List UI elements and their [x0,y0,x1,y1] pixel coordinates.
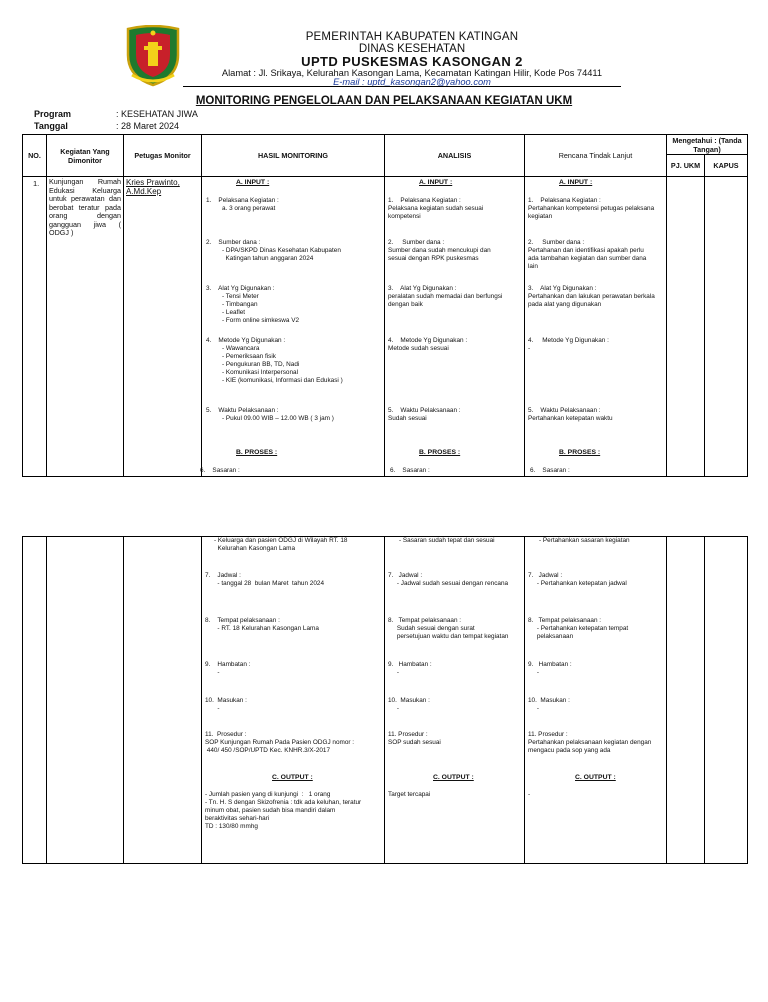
header-no: NO. [23,135,47,177]
rencana-item-9: 9. Hambatan : - [528,661,572,676]
rencana-item-2: 2. Sumber dana : Pertahanan dan identifikasi apakah perlu ada tambahan kegiatan dan sumber dana lain [528,239,647,270]
rencana-item-4: 4. Metode Yg Digunakan : - [528,337,609,352]
petugas-name [124,177,201,197]
rencana-item-1: 1. Pelaksana Kegiatan : Pertahankan kompetensi petugas pelaksana kegiatan [528,197,655,220]
hasil-item-11: 11. Prosedur : SOP Kunjungan Rumah Pada Pasien ODGJ nomor : 440/ 450 /SOP/UPTD Kec. KNHR.3/X-2017 [205,731,355,754]
tanggal-row [34,121,179,131]
rencana-input-heading: A. INPUT : [559,179,593,186]
analisis-output-text: Target tercapai [388,791,431,798]
analisis-output-heading: C. OUTPUT : [433,774,474,781]
analisis-item-6: 6. Sasaran : [390,467,430,474]
header-petugas: Petugas Monitor [124,135,202,177]
hasil-item-10: 10. Masukan : - [205,697,247,712]
hasil-item-5: 5. Waktu Pelaksanaan : - Pukul 09.00 WIB – 12.00 WB ( 3 jam ) [206,407,334,422]
letterhead-address: Alamat : Jl. Srikaya, Kelurahan Kasongan Lama, Kecamatan Katingan Hilir, Kode Pos 74411 [221,68,603,78]
analisis-item-6-detail: - Sasaran sudah tepat dan sesuai [399,537,495,544]
email-label: E-mail : [333,77,365,87]
analisis-item-4: 4. Metode Yg Digunakan : Metode sudah sesuai [388,337,468,352]
program-label: Program [34,109,72,119]
monitoring-table-page1 [22,134,748,477]
hasil-item-4: 4. Metode Yg Digunakan : - Wawancara - Pemeriksaan fisik - Pengukuran BB, TD, Nadi - Komunikasi Interpersonal - KIE (komunikasi, Informasi dan Edukasi ) [206,337,343,384]
header-kegiatan: Kegiatan Yang Dimonitor [47,135,124,177]
letterhead-line2: DINAS KESEHATAN [358,43,466,55]
header-rencana: Rencana Tindak Lanjut [525,135,667,177]
rencana-output-text: - [528,791,531,798]
kegiatan-text: Kunjungan Rumah Edukasi Keluarga untuk perawatan dan berobat teratur pada orang dengan gangguan jiwa ( ODGJ ) [49,177,121,237]
rencana-item-11: 11. Prosedur : Pertahankan pelaksanaan kegiatan dengan mengacu pada sop yang ada [528,731,652,754]
hasil-item-1: 1. Pelaksana Kegiatan : a. 3 orang perawat [206,197,279,212]
monitoring-table-page2 [22,536,748,864]
pj-signature-cell-1 [667,177,705,477]
petugas-cell-2 [124,537,202,864]
analisis-item-5: 5. Waktu Pelaksanaan : Sudah sesuai [388,407,461,422]
tanggal-value: : 28 Maret 2024 [116,121,180,131]
program-row [34,109,198,119]
analisis-item-11: 11. Prosedur : SOP sudah sesuai [388,731,441,746]
petugas-line1: Kries Prawinto, [126,178,180,187]
petugas-line2: A.Md.Kep [126,187,162,196]
letterhead-line3: UPTD PUSKESMAS KASONGAN 2 [301,54,523,69]
header-kapus: KAPUS [705,155,748,177]
hasil-item-9: 9. Hambatan : - [205,661,251,676]
hasil-proses-heading: B. PROSES : [236,449,278,456]
rencana-item-5: 5. Waktu Pelaksanaan : Pertahankan ketepatan waktu [528,407,613,422]
hasil-item-6: 6. Sasaran : [200,467,240,474]
rencana-item-3: 3. Alat Yg Digunakan : Pertahankan dan lakukan perawatan berkala pada alat yang digunakan [528,285,655,308]
analisis-proses-heading: B. PROSES : [419,449,461,456]
letterhead-line1: PEMERINTAH KABUPATEN KATINGAN [305,31,519,43]
no-cell-2 [23,537,47,864]
hasil-item-7: 7. Jadwal : - tanggal 28 bulan Maret tahun 2024 [205,572,325,587]
hasil-item-8: 8. Tempat pelaksanaan : - RT. 18 Kelurahan Kasongan Lama [205,617,319,632]
rencana-item-10: 10. Masukan : - [528,697,570,712]
analisis-item-3: 3. Alat Yg Digunakan : peralatan sudah memadai dan berfungsi dengan baik [388,285,503,308]
analisis-item-8: 8. Tempat pelaksanaan : Sudah sesuai dengan surat persetujuan waktu dan tempat kegiatan [388,617,509,640]
rencana-item-6-detail: - Pertahankan sasaran kegiatan [539,537,630,544]
rencana-item-7: 7. Jadwal : - Pertahankan ketepatan jadwal [528,572,627,587]
analisis-item-9: 9. Hambatan : - [388,661,432,676]
tanggal-label: Tanggal [34,121,68,131]
analisis-input-heading: A. INPUT : [419,179,453,186]
header-pj: PJ. UKM [667,155,705,177]
analisis-item-2: 2. Sumber dana : Sumber dana sudah mencukupi dan sesuai dengan RPK puskesmas [388,239,491,262]
program-value: : KESEHATAN JIWA [116,109,198,119]
hasil-output-text: - Jumlah pasien yang di kunjungi : 1 orang - Tn. H. S dengan Skizofrenia : tdk ada keluhan, teratur minum obat, pasien sudah bisa mandiri dalam beraktivitas sehari-hari TD : 130/80 mmhg [205,791,362,830]
hasil-item-6-detail: - Keluarga dan pasien ODGJ di Wilayah RT. 18 Kelurahan Kasongan Lama [214,537,348,552]
rencana-item-8: 8. Tempat pelaksanaan : - Pertahankan ketepatan tempat pelaksanaan [528,617,629,640]
analisis-item-1: 1. Pelaksana Kegiatan : Pelaksana kegiatan sudah sesuai kompetensi [388,197,484,220]
document-title: MONITORING PENGELOLAAN DAN PELAKSANAAN KEGIATAN UKM [195,95,573,107]
rencana-cell-1 [525,177,666,476]
rencana-item-6: 6. Sasaran : [530,467,570,474]
analisis-item-7: 7. Jadwal : - Jadwal sudah sesuai dengan rencana [388,572,509,587]
header-analisis: ANALISIS [385,135,525,177]
header-mengetahui: Mengetahui : (Tanda Tangan) [667,135,748,155]
hasil-cell-2 [202,537,384,863]
letterhead-rule [183,86,621,87]
rencana-proses-heading: B. PROSES : [559,449,601,456]
row-no: 1. [33,179,40,188]
analisis-cell-2 [385,537,524,863]
pj-signature-cell-2 [667,537,705,864]
hasil-cell-1 [202,177,384,476]
rencana-output-heading: C. OUTPUT : [575,774,616,781]
hasil-input-heading: A. INPUT : [236,179,270,186]
hasil-output-heading: C. OUTPUT : [272,774,313,781]
analisis-item-10: 10. Masukan : - [388,697,430,712]
hasil-item-3: 3. Alat Yg Digunakan : - Tensi Meter - Timbangan - Leaflet - Form online simkeswa V2 [206,285,300,324]
header-hasil: HASIL MONITORING [202,135,385,177]
analisis-cell-1 [385,177,524,476]
email-address[interactable]: uptd_kasongan2@yahoo.com [364,77,491,87]
kapus-signature-cell-1 [705,177,748,477]
kapus-signature-cell-2 [705,537,748,864]
rencana-cell-2 [525,537,666,863]
kegiatan-cell-2 [47,537,124,864]
hasil-item-2: 2. Sumber dana : - DPA/SKPD Dinas Kesehatan Kabupaten Katingan tahun anggaran 2024 [206,239,341,262]
